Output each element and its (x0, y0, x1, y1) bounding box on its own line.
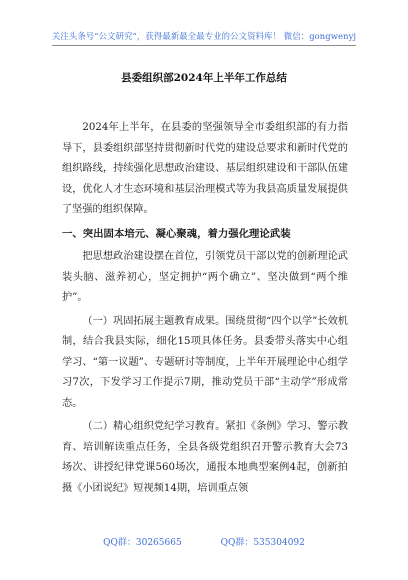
header-banner: 关注头条号“公文研究”，获得最新最全最专业的公文资料库！ 微信：gongwenyj (51, 31, 357, 41)
footer-qq-group-1: QQ群：30265665 (103, 538, 182, 548)
item-paragraph-2: （二）精心组织党纪学习教育。紧扣《条例》学习、警示教育、培训解读重点任务，全县各级党组织召开警示教育大会73场次、讲授纪律党课560场次，通报本地典型案例4起，创新拍摄《小团说纪》短视频14期，培训重点领 (62, 421, 348, 494)
intro-paragraph: 2024年上半年，在县委的坚强领导全市委组织部的有力指导下，县委组织部坚持贯彻新时代党的建设总要求和新时代党的组织路线，持续强化思想政治建设、基层组织建设和干部队伍建设，优化人才生态环境和基层治理模式等为我县高质量发展提供了坚强的组织保障。 (62, 122, 348, 215)
section-paragraph: 把思想政治建设摆在首位，引领党员干部以党的创新理论武装头脑、滋养初心，坚定拥护“两个确立”、坚决做到“两个维护”。 (62, 251, 348, 303)
document-body (62, 118, 348, 502)
item-paragraph-1: （一）巩固拓展主题教育成果。围绕贯彻“四个以学”长效机制，结合我县实际，细化15项具体任务。县委带头落实中心组学习、“第一议题”、专题研讨等制度，上半年开展理论中心组学习7次，下发学习工作提示7期，推动党员干部“主动学”形成常态。 (62, 315, 348, 409)
footer-qq-group-2: QQ群：535304092 (220, 538, 305, 548)
header-divider (52, 45, 356, 46)
section-heading: 一、突出固本培元、凝心聚魂，着力强化理论武装 (62, 227, 291, 240)
document-title: 县委组织部2024年上半年工作总结 (121, 72, 287, 84)
footer (0, 535, 408, 548)
